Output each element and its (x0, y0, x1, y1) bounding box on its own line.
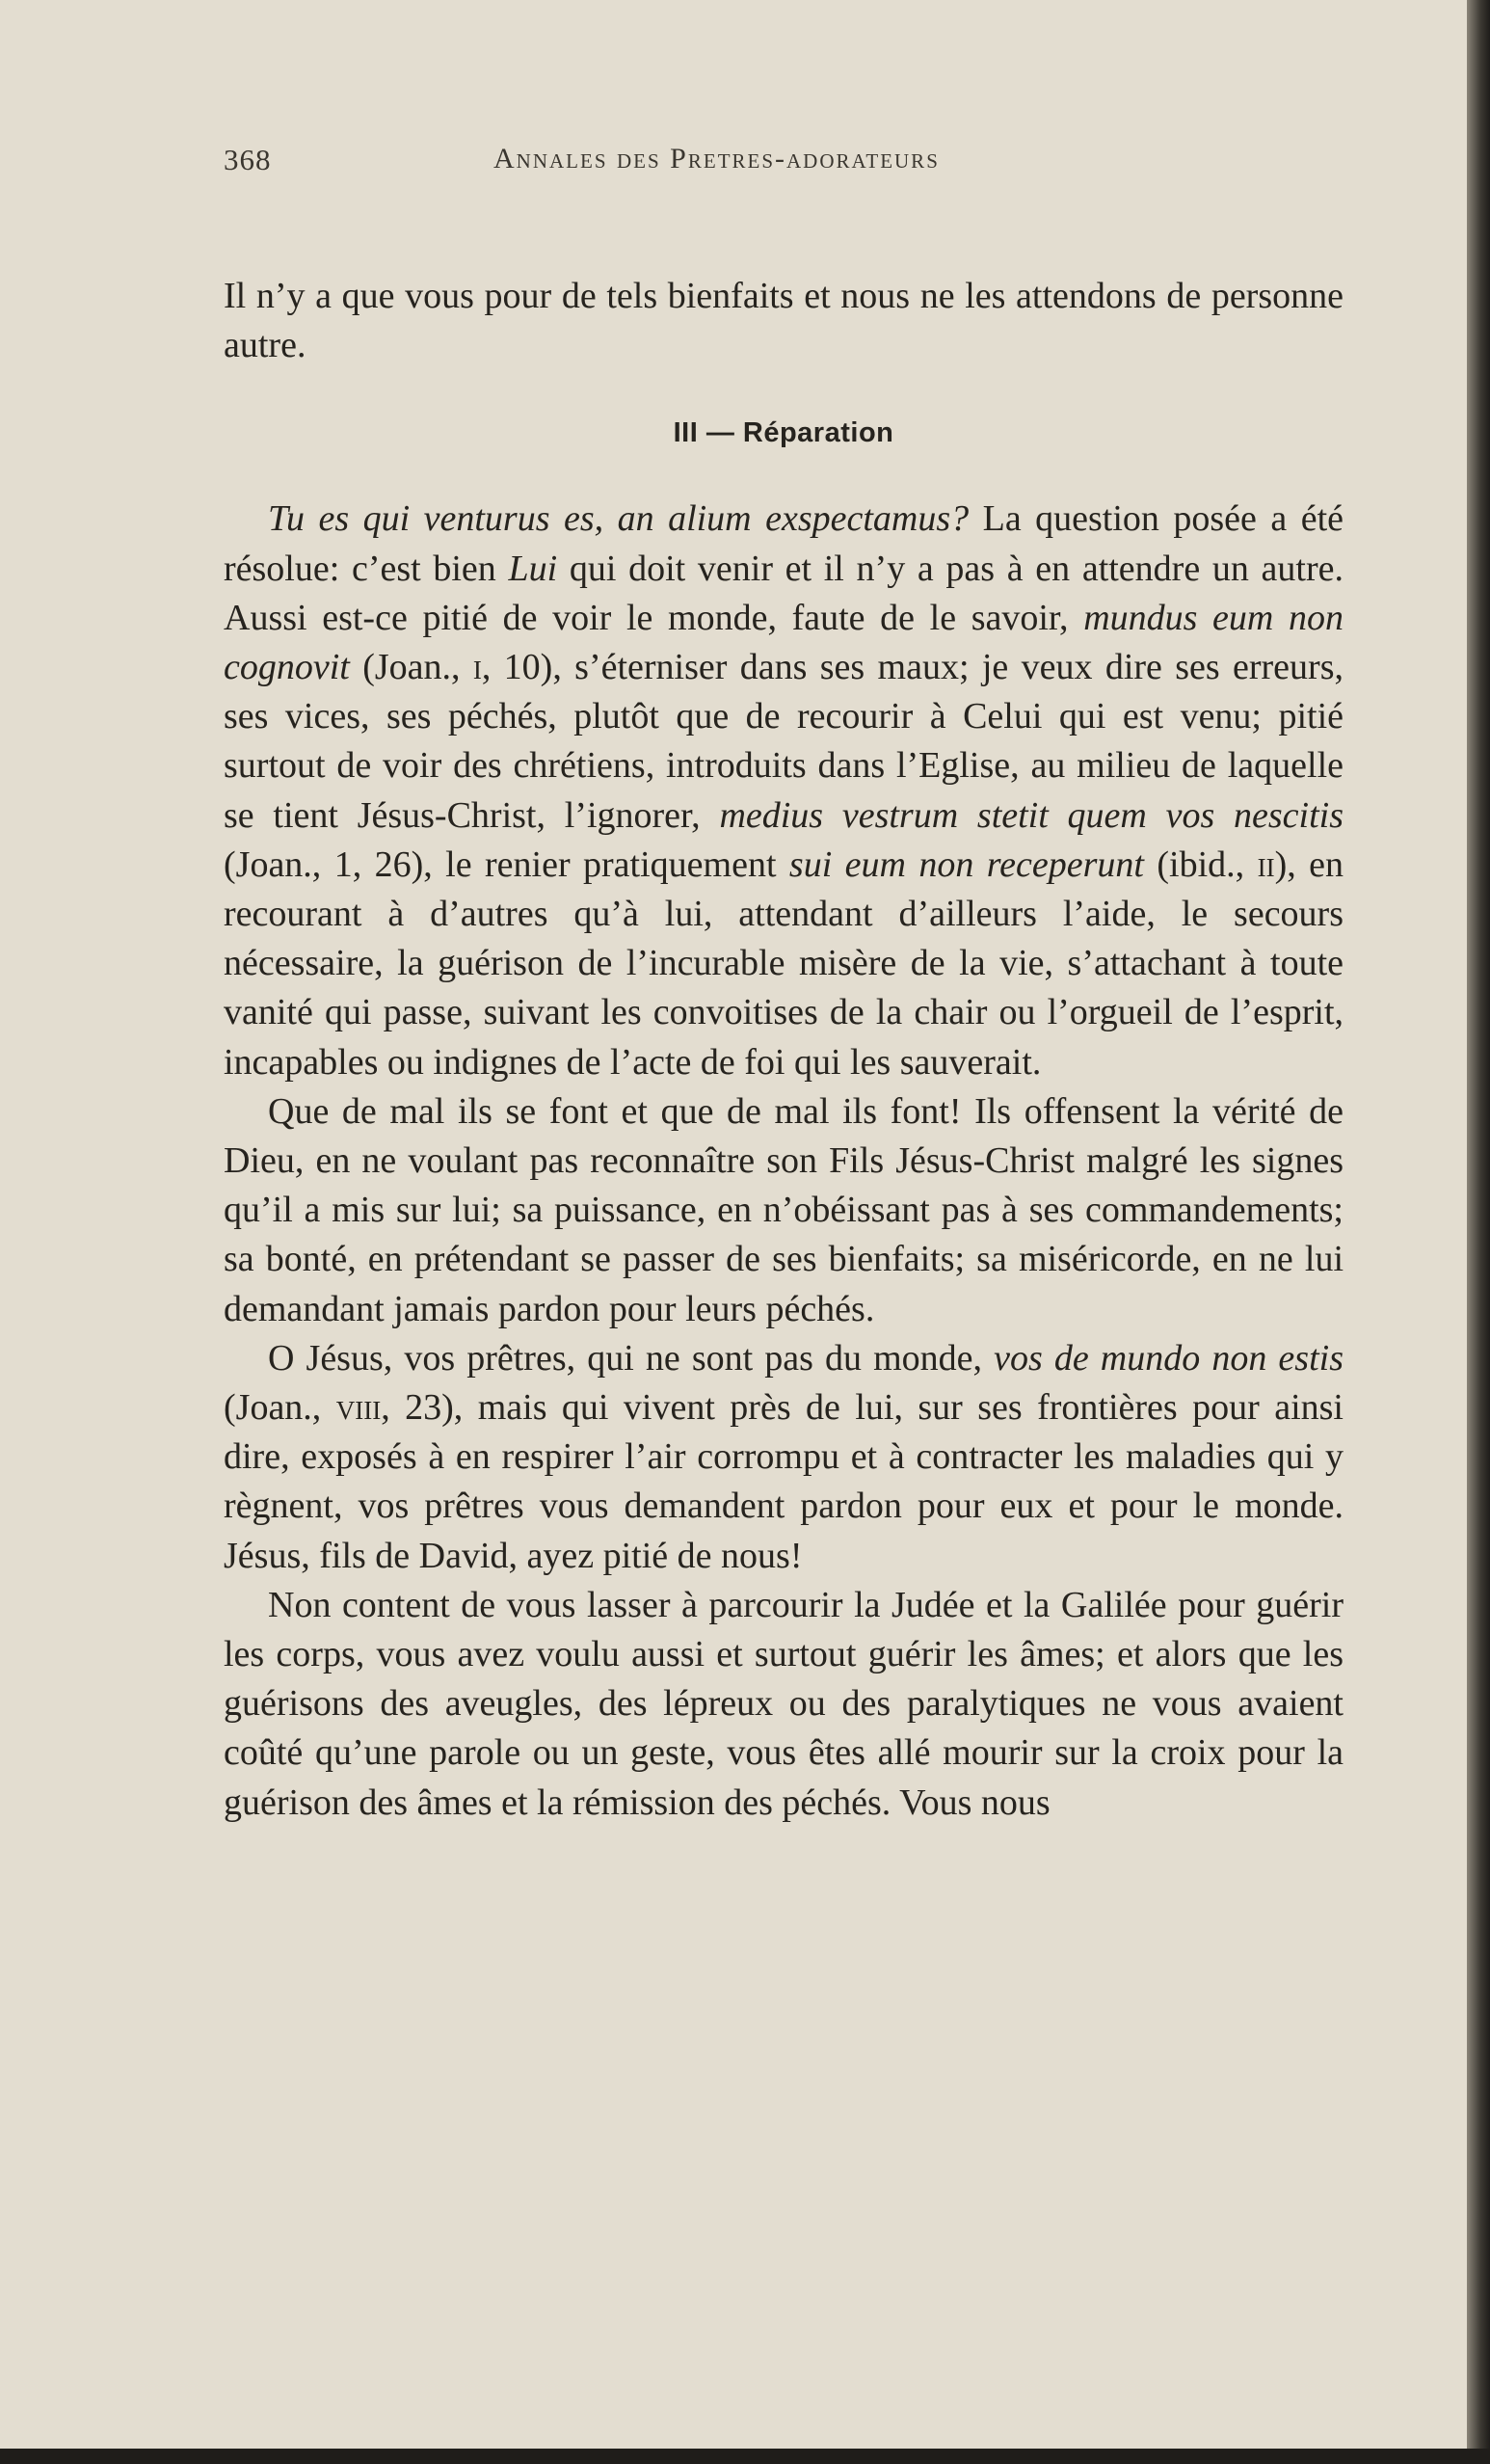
running-head: Annales des Pretres-adorateurs (493, 143, 940, 174)
paragraph-3: O Jésus, vos prêtres, qui ne sont pas du monde, vos de mundo non estis (Joan., viii, 23), mais qui vivent près de lui, sur ses frontières pour ainsi dire, exposés à en respirer l’air corrompu et à contracter les maladies qui y règnent, vos prêtres vous demandent pardon pour eux et pour le monde. Jésus, fils de David, ayez pitié de nous! (224, 1337, 1344, 1576)
latin-quote: sui eum non receperunt (788, 844, 1144, 885)
latin-quote: medius vestrum stetit quem vos nescitis (719, 794, 1344, 836)
page-bottom-edge (0, 2449, 1490, 2464)
latin-quote: mundus eum non cognovit (224, 597, 1344, 688)
paragraph-2: Que de mal ils se font et que de mal ils font! Ils offensent la vérité de Dieu, en ne voulant pas reconnaître son Fils Jésus-Christ malgré les signes qu’il a mis sur lui; sa puissance, en n’obéissant pas à ses commandements; sa bonté, en prétendant se passer de ses bienfaits; sa miséricorde, en ne lui demandant jamais pardon pour leurs péchés. (224, 1090, 1344, 1329)
page-edge-shadow (1467, 0, 1490, 2464)
paragraph-4: Non content de vous lasser à parcourir la Judée et la Galilée pour guérir les corps, vous avez voulu aussi et surtout guérir les âmes; et alors que les guérisons des aveugles, des lépreux ou des paralytiques ne vous avaient coûté qu’une parole ou un geste, vous êtes allé mourir sur la croix pour la guérison des âmes et la rémission des péchés. Vous nous (224, 1584, 1344, 1823)
top-paragraph: Il n’y a que vous pour de tels bienfaits et nous ne les attendons de personne autre. (224, 276, 1344, 366)
page-number: 368 (224, 143, 272, 176)
body-text (224, 272, 1344, 1828)
latin-quote: Tu es qui venturus es, an alium exspectamus? (268, 498, 970, 540)
latin-quote: vos de mundo non estis (994, 1337, 1344, 1379)
page-header (224, 143, 1351, 181)
section-heading: III — Réparation (673, 417, 894, 449)
paragraph-1: Tu es qui venturus es, an alium exspectamus? La question posée a été résolue: c’est bien Lui qui doit venir et il n’y a pas à en attendre un autre. Aussi est-ce pitié de voir le monde, faute de le savoir, mundus eum non cognovit (Joan., i, 10), s’éterniser dans ses maux; je veux dire ses erreurs, ses vices, ses péchés, plutôt que de recourir à Celui qui est venu; pitié surtout de voir des chrétiens, introduits dans l’Eglise, au milieu de laquelle se tient Jésus-Christ, l’ignorer, medius vestrum stetit quem vos nescitis (Joan., 1, 26), le renier pratiquement sui eum non receperunt (ibid., ii), en recourant à d’autres qu’à lui, attendant d’ailleurs l’aide, le secours nécessaire, la guérison de l’incurable misère de la vie, s’attachant à toute vanité qui passe, suivant les convoitises de la chair ou l’orgueil de l’esprit, incapables ou indignes de l’acte de foi qui les sauverait. (224, 498, 1344, 1083)
